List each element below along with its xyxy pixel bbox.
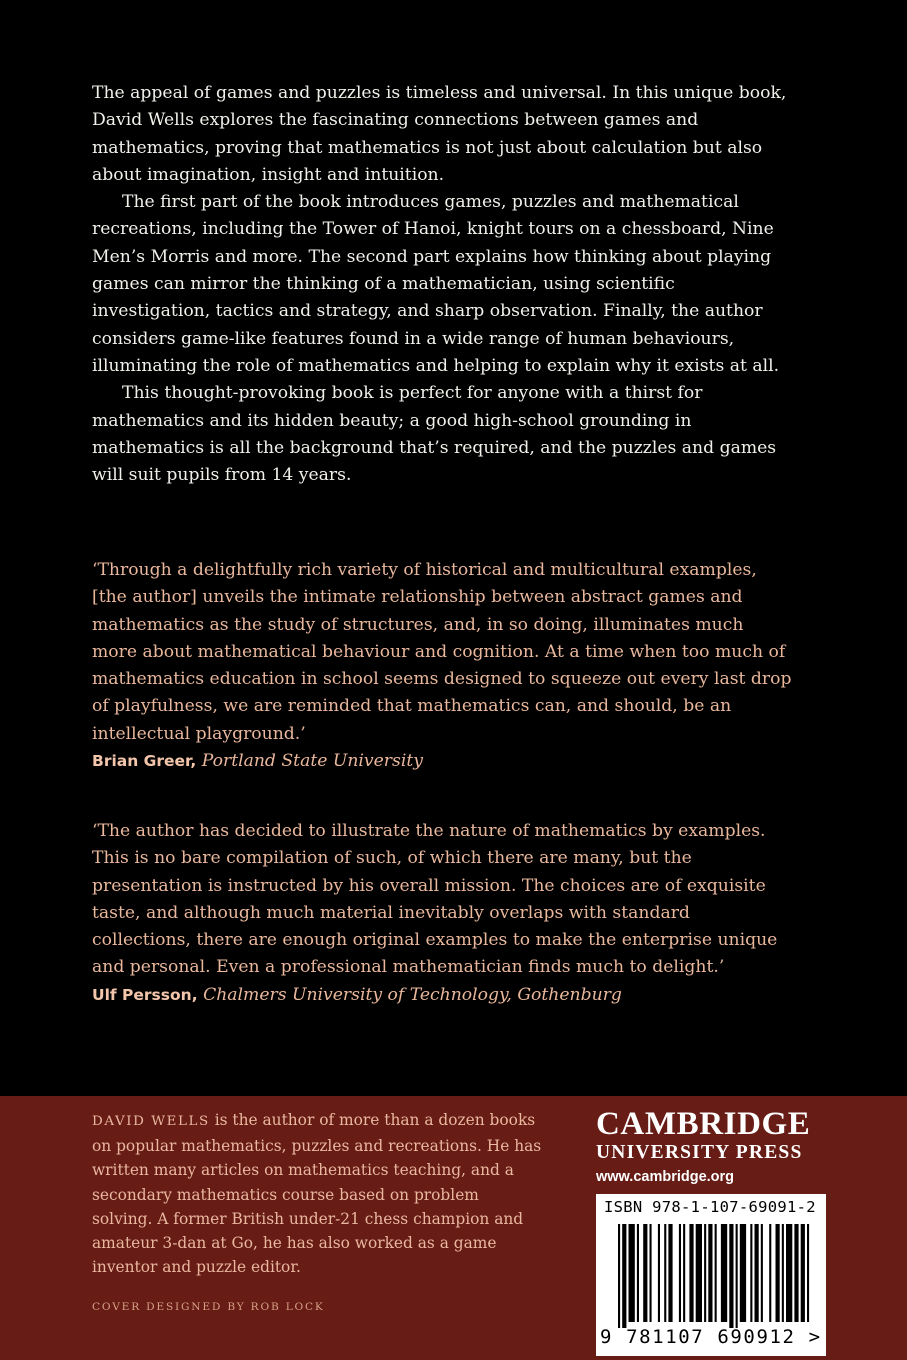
barcode-bar bbox=[637, 1224, 639, 1322]
barcode-digits: 9 781107 690912 > bbox=[600, 1326, 822, 1348]
description-paragraph: The appeal of games and puzzles is timeless and universal. In this unique book, David Wells explores the fascinating connections between games and mathematics, proving that mathematics is not just about calculation but also about imagination, insight and intuition. bbox=[92, 83, 787, 185]
barcode-bar bbox=[708, 1224, 712, 1322]
barcode-bar bbox=[668, 1224, 672, 1322]
barcode-bar bbox=[736, 1224, 738, 1328]
barcode-bar bbox=[643, 1224, 647, 1322]
barcode-bar bbox=[721, 1224, 727, 1322]
review-attribution bbox=[92, 748, 792, 775]
barcode-bar bbox=[740, 1224, 746, 1322]
barcode-bar bbox=[704, 1224, 706, 1322]
barcode-bar bbox=[683, 1224, 685, 1322]
barcode-bar bbox=[696, 1224, 702, 1322]
author-name: DAVID WELLS bbox=[92, 1114, 210, 1129]
review-text: ‘Through a delightfully rich variety of historical and multicultural examples, [the author] unveils the intimate relationship between abstract games and mathematics as the study of structures, and, in so doing, illuminates much more about mathematical behaviour and cognition. At a time when too much of mathematics education in school seems designed to squeeze out every last drop of playfulness, we are reminded that mathematics can, and should, be an intellectual playground.’ bbox=[92, 560, 792, 744]
bottom-band bbox=[0, 1096, 907, 1360]
barcode-bar bbox=[650, 1224, 652, 1322]
barcode-bar bbox=[664, 1224, 666, 1322]
barcode-bar bbox=[755, 1224, 759, 1322]
barcode-bar bbox=[618, 1224, 620, 1328]
reviewer-name: Ulf Persson, bbox=[92, 985, 198, 1004]
barcode-bar bbox=[750, 1224, 752, 1322]
review-attribution bbox=[92, 982, 792, 1009]
author-bio bbox=[92, 1108, 542, 1279]
barcode-bar bbox=[776, 1224, 780, 1322]
barcode-bar bbox=[794, 1224, 798, 1322]
barcode-bar bbox=[807, 1224, 809, 1322]
reviewer-name: Brian Greer, bbox=[92, 752, 197, 771]
barcode-bar bbox=[689, 1224, 693, 1322]
author-bio-text: is the author of more than a dozen books on popular mathematics, puzzles and recreations. He has written many articles on mathematics teaching, and a secondary mathematics course based on problem solving. A former British under-21 chess champion and amateur 3-dan at Go, he has also worked as a game inventor and puzzle editor. bbox=[92, 1111, 542, 1277]
book-description bbox=[92, 80, 792, 489]
barcode-bar bbox=[801, 1224, 805, 1322]
description-paragraph: The first part of the book introduces games, puzzles and mathematical recreations, including the Tower of Hanoi, knight tours on a chessboard, Nine Men’s Morris and more. The second part explains how thinking about playing games can mirror the thinking of a mathematician, using scientific investigation, tactics and strategy, and sharp observation. Finally, the author considers game-like features found in a wide range of human behaviours, illuminating the role of mathematics and helping to explain why it exists at all. bbox=[92, 192, 780, 376]
barcode-bar bbox=[761, 1224, 763, 1322]
review-text: ‘The author has decided to illustrate the nature of mathematics by examples. This is no bare compilation of such, of which there are many, but the presentation is instructed by his overall mission. The choices are of exquisite taste, and although much material inevitably overlaps with standard collections, there are enough original examples to make the enterprise unique and personal. Even a professional mathematician finds much to delight.’ bbox=[92, 821, 778, 978]
cover-credit: COVER DESIGNED BY ROB LOCK bbox=[92, 1301, 325, 1313]
publisher-name: CAMBRIDGE bbox=[596, 1106, 811, 1142]
isbn-label: ISBN 978-1-107-69091-2 bbox=[604, 1198, 816, 1216]
reviewer-institution: Portland State University bbox=[201, 751, 423, 772]
barcode-bar bbox=[782, 1224, 784, 1322]
barcode-bar bbox=[769, 1224, 771, 1322]
barcode-bar bbox=[786, 1224, 792, 1322]
barcode-bar bbox=[679, 1224, 681, 1322]
barcode-bar bbox=[629, 1224, 635, 1322]
review-quote bbox=[92, 818, 792, 1009]
description-paragraph: This thought-provoking book is perfect for anyone with a thirst for mathematics and its hidden beauty; a good high-school grounding in mathematics is all the background that’s required, and the puzzles and games will suit pupils from 14 years. bbox=[92, 383, 777, 486]
publisher-logo bbox=[596, 1106, 836, 1188]
barcode-bar bbox=[729, 1224, 733, 1328]
publisher-website: www.cambridge.org bbox=[596, 1169, 735, 1185]
barcode-bar bbox=[622, 1224, 626, 1328]
barcode-bar bbox=[715, 1224, 717, 1322]
review-quote bbox=[92, 557, 792, 775]
barcode bbox=[596, 1194, 826, 1356]
reviewer-institution: Chalmers University of Technology, Gothenburg bbox=[203, 984, 622, 1005]
barcode-bar bbox=[658, 1224, 660, 1322]
publisher-subtitle: UNIVERSITY PRESS bbox=[596, 1142, 803, 1163]
